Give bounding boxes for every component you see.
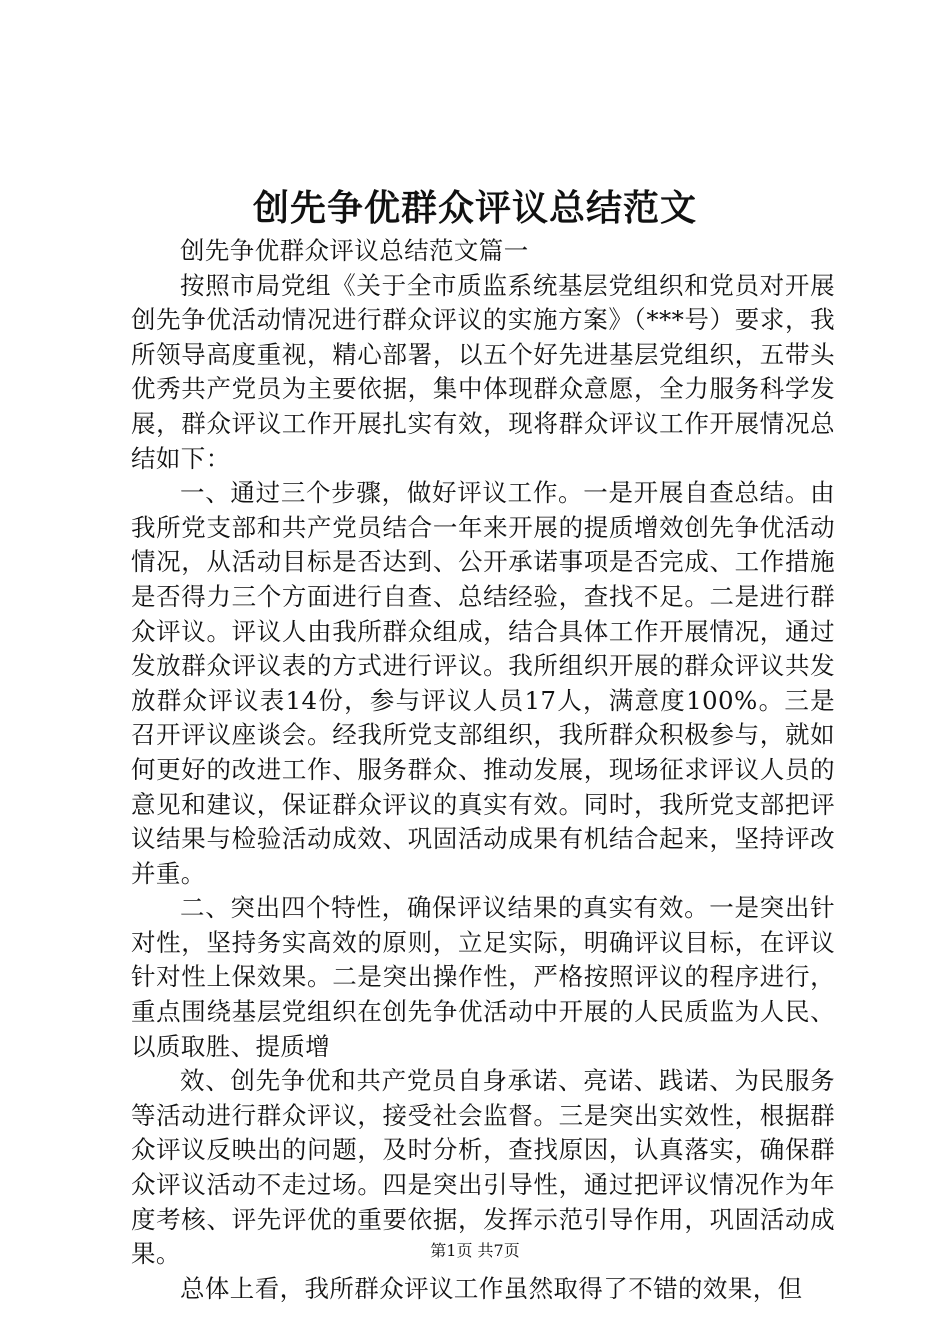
body-paragraph: 一、通过三个步骤，做好评议工作。一是开展自查总结。由我所党支部和共产党员结合一年来开展的提质增效创先争优活动情况，从活动目标是否达到、公开承诺事项是否完成、工作措施是否得力三个方面进行自查、总结经验，查找不足。二是进行群众评议。评议人由我所群众组成，结合具体工作开展情况，通过发放群众评议表的方式进行评议。我所组织开展的群众评议共发放群众评议表14份，参与评议人员17人，满意度100%。三是召开评议座谈会。经我所党支部组织，我所群众积极参与，就如何更好的改进工作、服务群众、推动发展，现场征求评议人员的意见和建议，保证群众评议的真实有效。同时，我所党支部把评议结果与检验活动成效、巩固活动成果有机结合起来，坚持评改并重。 — [131, 478, 835, 888]
subtitle-paragraph: 创先争优群众评议总结范文篇一 — [180, 236, 529, 265]
page-number-footer: 第1页 共7页 — [430, 1241, 520, 1260]
body-paragraph: 二、突出四个特性，确保评议结果的真实有效。一是突出针对性，坚持务实高效的原则，立足实际，明确评议目标，在评议针对性上保效果。二是突出操作性，严格按照评议的程序进行，重点围绕基层党组织在创先争优活动中开展的人民质监为人民、以质取胜、提质增 — [131, 893, 835, 1061]
body-paragraph: 效、创先争优和共产党员自身承诺、亮诺、践诺、为民服务等活动进行群众评议，接受社会监督。三是突出实效性，根据群众评议反映出的问题，及时分析，查找原因，认真落实，确保群众评议活动不走过场。四是突出引导性，通过把评议情况作为年度考核、评先评优的重要依据，发挥示范引导作用，巩固活动成果。 — [131, 1066, 835, 1269]
body-paragraph: 总体上看，我所群众评议工作虽然取得了不错的效果，但 — [180, 1273, 803, 1303]
document-body — [131, 234, 835, 1306]
body-paragraph: 按照市局党组《关于全市质监系统基层党组织和党员对开展创先争优活动情况进行群众评议的实施方案》（***号）要求，我所领导高度重视，精心部署，以五个好先进基层党组织，五带头优秀共产党员为主要依据，集中体现群众意愿，全力服务科学发展，群众评议工作开展扎实有效，现将群众评议工作开展情况总结如下： — [131, 270, 835, 473]
document-title: 创先争优群众评议总结范文 — [252, 187, 697, 229]
